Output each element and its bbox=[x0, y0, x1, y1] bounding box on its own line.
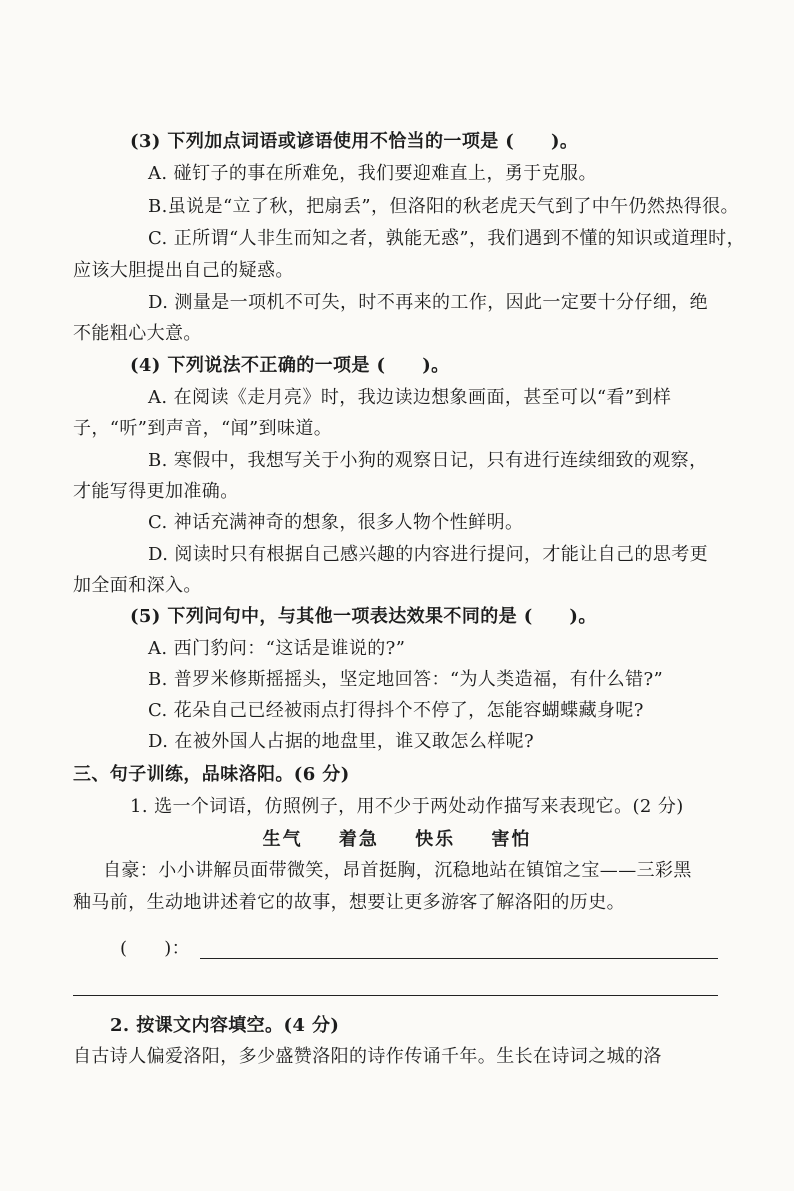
question-5-option-c: C. 花朵自己已经被雨点打得抖个不停了，怎能容蝴蝶藏身呢? bbox=[148, 700, 644, 721]
question-4-option-a: A. 在阅读《走月亮》时，我边读边想象画面，甚至可以“看”到样 bbox=[148, 387, 672, 408]
word-choice: 快乐 bbox=[415, 829, 456, 850]
task-2-instruction: 2. 按课文内容填空。(4 分) bbox=[110, 1015, 340, 1036]
question-5-option-b: B. 普罗米修斯摇摇头，坚定地回答：“为人类造福，有什么错?” bbox=[148, 669, 664, 690]
question-5-option-d: D. 在被外国人占据的地盘里，谁又敢怎么样呢? bbox=[148, 731, 535, 752]
question-3-option-c-cont: 应该大胆提出自己的疑惑。 bbox=[73, 260, 294, 281]
question-4-option-c: C. 神话充满神奇的想象，很多人物个性鲜明。 bbox=[148, 512, 524, 533]
question-4-option-b-cont: 才能写得更加准确。 bbox=[73, 481, 239, 502]
question-3-option-b: B.虽说是“立了秋，把扇丢”，但洛阳的秋老虎天气到了中午仍然热得很。 bbox=[148, 196, 739, 217]
answer-line-1[interactable] bbox=[200, 958, 718, 959]
question-3-stem: (3) 下列加点词语或谚语使用不恰当的一项是 ( )。 bbox=[130, 131, 579, 152]
fill-paragraph: 自古诗人偏爱洛阳，多少盛赞洛阳的诗作传诵千年。生长在诗词之城的洛 bbox=[73, 1046, 662, 1067]
question-3-option-a: A. 碰钉子的事在所难免，我们要迎难直上，勇于克服。 bbox=[148, 163, 597, 184]
question-4-option-b: B. 寒假中，我想写关于小狗的观察日记，只有进行连续细致的观察， bbox=[148, 450, 708, 471]
question-3-option-c: C. 正所谓“人非生而知之者，孰能无惑”，我们遇到不懂的知识或道理时， bbox=[148, 228, 745, 249]
word-choice: 生气 bbox=[262, 829, 303, 850]
word-choice: 着急 bbox=[338, 829, 379, 850]
question-4-option-d: D. 阅读时只有根据自己感兴趣的内容进行提问，才能让自己的思考更 bbox=[148, 544, 709, 565]
task-1-instruction: 1. 选一个词语，仿照例子，用不少于两处动作描写来表现它。(2 分) bbox=[130, 796, 684, 817]
question-4-option-d-cont: 加全面和深入。 bbox=[73, 575, 202, 596]
word-choice: 害怕 bbox=[491, 829, 532, 850]
question-4-option-a-cont: 子，“听”到声音，“闻”到味道。 bbox=[73, 418, 333, 439]
word-choices bbox=[0, 826, 794, 854]
question-3-option-d-cont: 不能粗心大意。 bbox=[73, 323, 202, 344]
answer-line-2[interactable] bbox=[73, 995, 718, 996]
example-sentence-cont: 釉马前，生动地讲述着它的故事，想要让更多游客了解洛阳的历史。 bbox=[73, 892, 625, 913]
question-4-stem: (4) 下列说法不正确的一项是 ( )。 bbox=[130, 355, 450, 376]
question-3-option-d: D. 测量是一项机不可失，时不再来的工作，因此一定要十分仔细，绝 bbox=[148, 292, 709, 313]
question-5-stem: (5) 下列问句中，与其他一项表达效果不同的是 ( )。 bbox=[130, 606, 597, 627]
question-5-option-a: A. 西门豹问：“这话是谁说的?” bbox=[148, 638, 406, 659]
section-3-title: 三、句子训练，品味洛阳。(6 分) bbox=[73, 764, 350, 785]
example-sentence: 自豪：小小讲解员面带微笑，昂首挺胸，沉稳地站在镇馆之宝——三彩黑 bbox=[103, 860, 692, 881]
answer-word-blank[interactable]: ( )： bbox=[120, 938, 191, 959]
